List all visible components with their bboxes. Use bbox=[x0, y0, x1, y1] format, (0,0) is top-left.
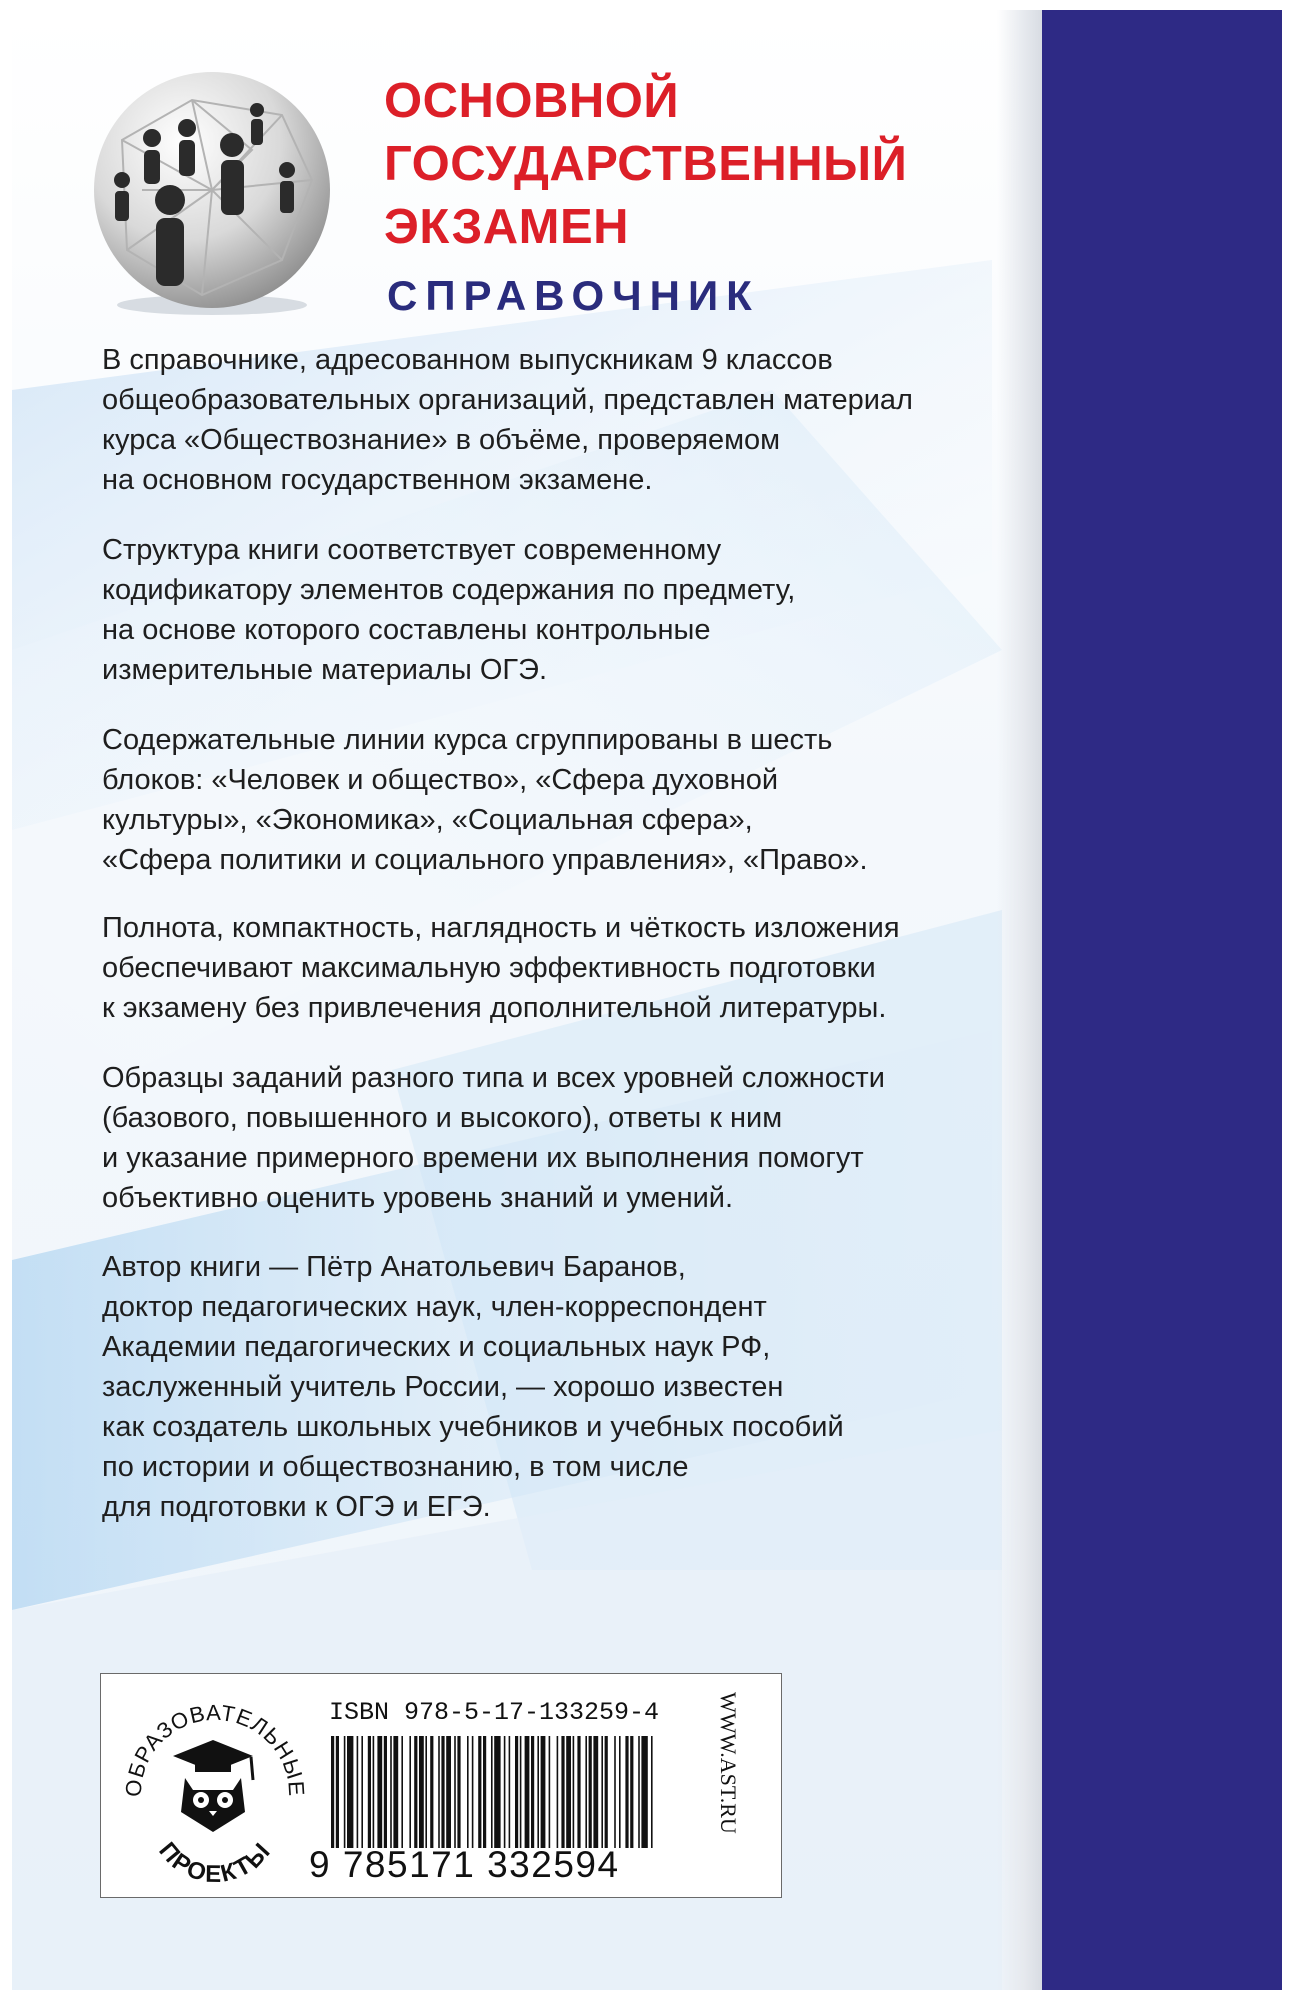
text-line: (базового, повышенного и высокого), ответы к ним bbox=[102, 1102, 783, 1134]
text-line: и указание примерного времени их выполнения помогут bbox=[102, 1142, 864, 1174]
paragraph-intro bbox=[102, 340, 913, 500]
text-line: Образцы заданий разного типа и всех уровней сложности bbox=[102, 1062, 885, 1094]
text-line: «Сфера политики и социального управления», «Право». bbox=[102, 844, 868, 876]
text-line: кодификатору элементов содержания по предмету, bbox=[102, 574, 796, 606]
spine-blue-band bbox=[1042, 10, 1282, 1990]
educational-projects-logo bbox=[113, 1682, 313, 1890]
svg-text:ПРОЕКТЫ bbox=[153, 1837, 276, 1888]
exam-title bbox=[384, 70, 907, 259]
text-line: к экзамену без привлечения дополнительной литературы. bbox=[102, 992, 887, 1024]
logo-text-top: ОБРАЗОВАТЕЛЬНЫЕ bbox=[120, 1699, 310, 1798]
text-line: Академии педагогических и социальных наук РФ, bbox=[102, 1331, 771, 1363]
spine-shadow bbox=[997, 10, 1042, 1990]
paragraph-blocks bbox=[102, 720, 868, 880]
subtitle: СПРАВОЧНИК bbox=[387, 272, 760, 319]
logo-text-bottom: ПРОЕКТЫ bbox=[153, 1836, 277, 1888]
title-line: ОСНОВНОЙ bbox=[384, 74, 680, 128]
text-line: доктор педагогических наук, член-корреспондент bbox=[102, 1291, 767, 1323]
text-line: Автор книги — Пётр Анатольевич Баранов, bbox=[102, 1251, 686, 1283]
text-line: по истории и обществознанию, в том числе bbox=[102, 1451, 689, 1483]
text-line: как создатель школьных учебников и учебных пособий bbox=[102, 1411, 844, 1443]
globe-people-network-icon bbox=[82, 60, 342, 320]
text-line: для подготовки к ОГЭ и ЕГЭ. bbox=[102, 1491, 491, 1523]
text-line: В справочнике, адресованном выпускникам 9 классов bbox=[102, 344, 833, 376]
paragraph-author bbox=[102, 1247, 844, 1527]
text-line: Содержательные линии курса сгруппированы в шесть bbox=[102, 724, 833, 756]
text-line: Структура книги соответствует современному bbox=[102, 534, 722, 566]
text-line: культуры», «Экономика», «Социальная сфера», bbox=[102, 804, 753, 836]
title-line: ЭКЗАМЕН bbox=[384, 200, 630, 254]
text-line: Полнота, компактность, наглядность и чёткость изложения bbox=[102, 912, 900, 944]
title-line: ГОСУДАРСТВЕННЫЙ bbox=[384, 137, 908, 191]
publisher-website: WWW.AST.RU bbox=[716, 1692, 741, 1834]
paragraph-completeness bbox=[102, 908, 900, 1028]
text-line: объективно оценить уровень знаний и умений. bbox=[102, 1182, 734, 1214]
text-line: курса «Обществознание» в объёме, проверяемом bbox=[102, 424, 781, 456]
barcode-digits: 9 785171 332594 bbox=[309, 1844, 620, 1885]
text-line: на основе которого составлены контрольные bbox=[102, 614, 711, 646]
text-line: общеобразовательных организаций, представлен материал bbox=[102, 384, 913, 416]
cat-graduate-icon bbox=[173, 1740, 253, 1832]
paragraph-structure bbox=[102, 530, 795, 690]
text-line: измерительные материалы ОГЭ. bbox=[102, 654, 548, 686]
barcode-image bbox=[331, 1736, 653, 1848]
text-line: блоков: «Человек и общество», «Сфера духовной bbox=[102, 764, 779, 796]
isbn-number: ISBN 978-5-17-133259-4 bbox=[329, 1698, 660, 1727]
text-line: на основном государственном экзамене. bbox=[102, 464, 653, 496]
paragraph-samples bbox=[102, 1058, 885, 1218]
barcode-panel bbox=[100, 1673, 782, 1898]
book-back-cover bbox=[12, 10, 1282, 1990]
text-line: заслуженный учитель России, — хорошо известен bbox=[102, 1371, 784, 1403]
text-line: обеспечивают максимальную эффективность подготовки bbox=[102, 952, 876, 984]
